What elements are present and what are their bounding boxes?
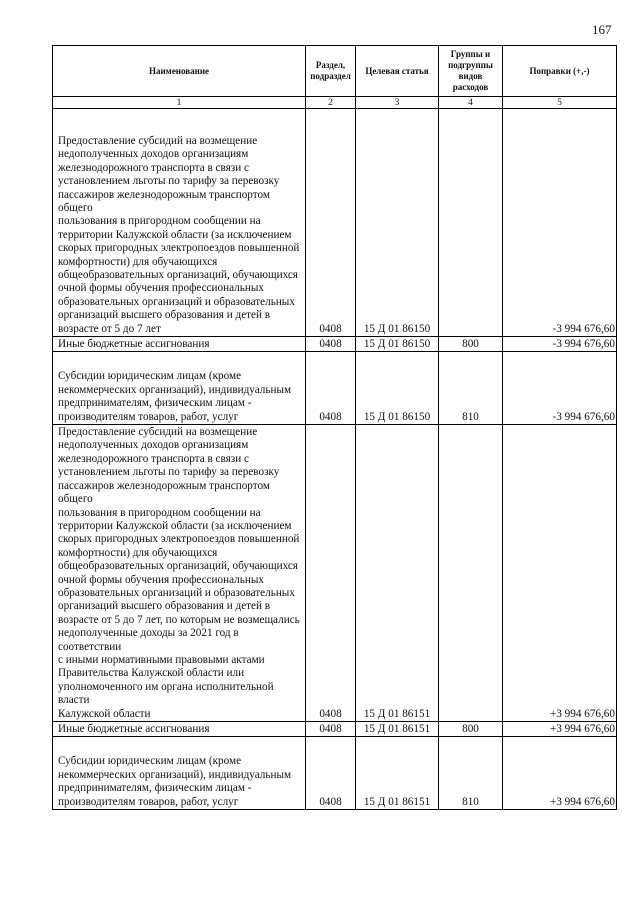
header-section: Раздел, подраздел [306,46,356,97]
header-name: Наименование [53,46,306,97]
row-section: 0408 [306,425,356,722]
row-section: 0408 [306,722,356,737]
row-name-cell [53,737,306,810]
table-row [53,722,617,737]
table-row [53,425,617,722]
row-name: Иные бюджетные ассигнования [53,337,306,352]
row-amount: +3 994 676,60 [503,737,617,810]
row-group: 810 [439,352,503,425]
header-article: Целевая статья [356,46,439,97]
header-row [53,46,617,97]
budget-amendments-table [52,45,617,810]
row-article: 15 Д 01 86151 [356,425,439,722]
row-group: 800 [439,337,503,352]
row-name-cell [53,352,306,425]
table-row [53,337,617,352]
row-group [439,109,503,337]
column-number-row [53,97,617,109]
row-article: 15 Д 01 86150 [356,352,439,425]
column-number: 2 [306,97,356,109]
row-article: 15 Д 01 86151 [356,737,439,810]
row-group: 810 [439,737,503,810]
header-amount: Поправки (+,-) [503,46,617,97]
row-section: 0408 [306,352,356,425]
column-number: 5 [503,97,617,109]
row-section: 0408 [306,109,356,337]
row-section: 0408 [306,337,356,352]
column-number: 4 [439,97,503,109]
row-amount: -3 994 676,60 [503,109,617,337]
column-number: 1 [53,97,306,109]
row-amount: +3 994 676,60 [503,722,617,737]
row-name: Иные бюджетные ассигнования [53,722,306,737]
row-name-cell [53,109,306,337]
row-amount: -3 994 676,60 [503,352,617,425]
table-row [53,352,617,425]
row-article: 15 Д 01 86150 [356,109,439,337]
table-row [53,737,617,810]
row-amount: +3 994 676,60 [503,425,617,722]
column-number: 3 [356,97,439,109]
row-name: Субсидии юридическим лицам (кроме некоммерческих организаций), индивидуальным предпринимателям, физическим лицам - производителям товаров, работ, услуг [58,755,292,808]
row-section: 0408 [306,737,356,810]
row-amount: -3 994 676,60 [503,337,617,352]
row-name: Предоставление субсидий на возмещение недополученных доходов организациям железнодорожного транспорта в связи с установлением льготы по тарифу за перевозку пассажиров железнодорожным транспортом общего пользования в пригородном сообщении на территории Калужской области (за исключением скорых пригородных электропоездов повышенной комфортности) для обучающихся общеобразовательных организаций, обучающихся очной формы обучения профессиональных образовательных организаций и образовательных организаций высшего образования и детей в возрасте от 5 до 7 лет, по которым не возмещались недополученные доходы за 2021 год в соответствии с иными нормативными правовыми актами Правительства Калужской области или уполномоченного им органа исполнительной власти Калужской области [58,426,300,720]
row-article: 15 Д 01 86150 [356,337,439,352]
row-group: 800 [439,722,503,737]
table-row [53,109,617,337]
budget-table-container [52,45,616,810]
row-article: 15 Д 01 86151 [356,722,439,737]
header-group: Группы и подгруппы видов расходов [439,46,503,97]
row-name-cell [53,425,306,722]
page-number: 167 [592,22,612,37]
row-name: Субсидии юридическим лицам (кроме некоммерческих организаций), индивидуальным предпринимателям, физическим лицам - производителям товаров, работ, услуг [58,370,292,423]
row-name: Предоставление субсидий на возмещение недополученных доходов организациям железнодорожного транспорта в связи с установлением льготы по тарифу за перевозку пассажиров железнодорожным транспортом общего пользования в пригородном сообщении на территории Калужской области (за исключением скорых пригородных электропоездов повышенной комфортности) для обучающихся общеобразовательных организаций, обучающихся очной формы обучения профессиональных образовательных организаций и образовательных организаций высшего образования и детей в возрасте от 5 до 7 лет [58,134,300,335]
row-group [439,425,503,722]
